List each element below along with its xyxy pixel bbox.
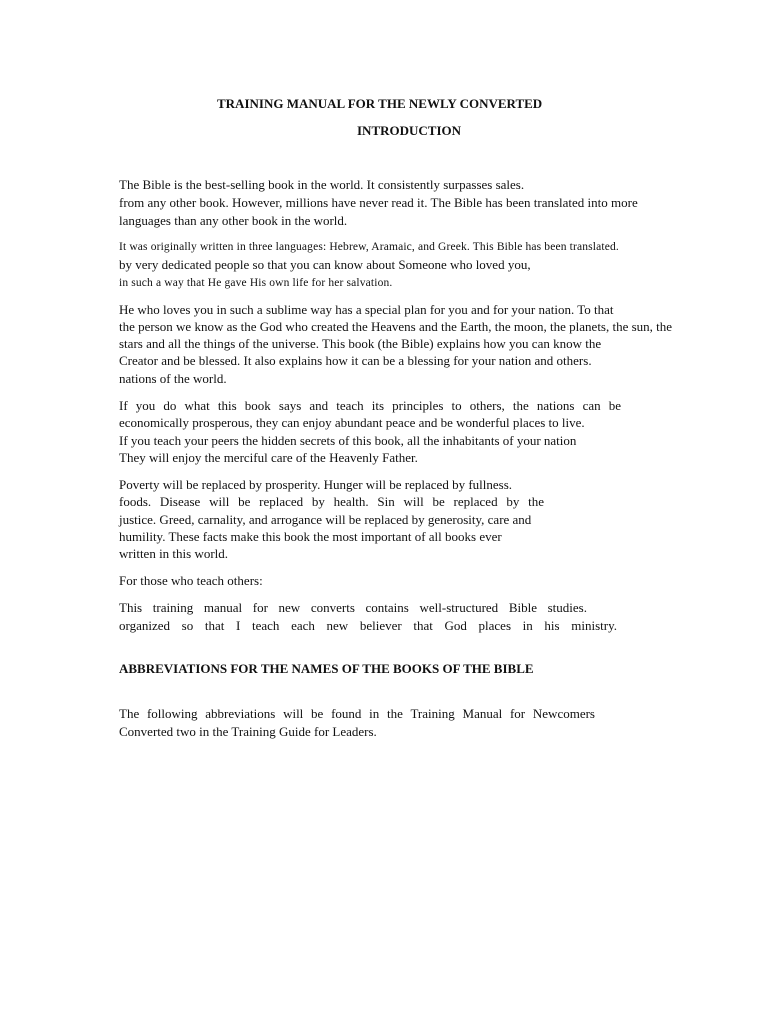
paragraph-line: nations of the world. (119, 371, 227, 386)
paragraph-line: organized so that I teach each new believer that God places in his ministry. (119, 618, 617, 633)
paragraph-line: humility. These facts make this book the most important of all books ever (119, 529, 502, 544)
paragraph-line: from any other book. However, millions have never read it. The Bible has been translated into more (119, 195, 638, 210)
paragraph-line: Converted two in the Training Guide for Leaders. (119, 724, 377, 739)
paragraph-line: justice. Greed, carnality, and arrogance will be replaced by generosity, care and (119, 512, 532, 527)
paragraph-line: written in this world. (119, 546, 229, 561)
paragraph-line: the person we know as the God who created the Heavens and the Earth, the moon, the planets, the sun, the (119, 319, 673, 334)
paragraph-line: The Bible is the best-selling book in the world. It consistently surpasses sales. (119, 177, 525, 192)
paragraph-line: languages than any other book in the world. (119, 213, 348, 228)
paragraph-line: If you do what this book says and teach its principles to others, the nations can be (119, 398, 621, 413)
introduction-heading: INTRODUCTION (357, 123, 462, 138)
paragraph-line: They will enjoy the merciful care of the Heavenly Father. (119, 450, 418, 465)
paragraph-line: It was originally written in three languages: Hebrew, Aramaic, and Greek. This Bible has been translated. (119, 241, 619, 253)
paragraph-line: The following abbreviations will be found in the Training Manual for Newcomers (119, 706, 595, 721)
paragraph-line: This training manual for new converts contains well-structured Bible studies. (119, 600, 587, 615)
paragraph-line: For those who teach others: (119, 573, 263, 588)
paragraph-line: Creator and be blessed. It also explains how it can be a blessing for your nation and others. (119, 353, 592, 368)
paragraph-line: foods. Disease will be replaced by health. Sin will be replaced by the (119, 494, 544, 509)
paragraph-line: in such a way that He gave His own life for her salvation. (119, 277, 393, 289)
paragraph-line: He who loves you in such a sublime way has a special plan for you and for your nation. To that (119, 302, 614, 317)
paragraph-line: economically prosperous, they can enjoy abundant peace and be wonderful places to live. (119, 415, 585, 430)
paragraph-line: If you teach your peers the hidden secrets of this book, all the inhabitants of your nation (119, 433, 577, 448)
paragraph-line: stars and all the things of the universe. This book (the Bible) explains how you can know the (119, 336, 602, 351)
paragraph-line: Poverty will be replaced by prosperity. Hunger will be replaced by fullness. (119, 477, 513, 492)
paragraph-line: by very dedicated people so that you can know about Someone who loved you, (119, 257, 531, 272)
document-title: TRAINING MANUAL FOR THE NEWLY CONVERTED (217, 96, 543, 111)
abbreviations-heading: ABBREVIATIONS FOR THE NAMES OF THE BOOKS OF THE BIBLE (119, 661, 534, 676)
